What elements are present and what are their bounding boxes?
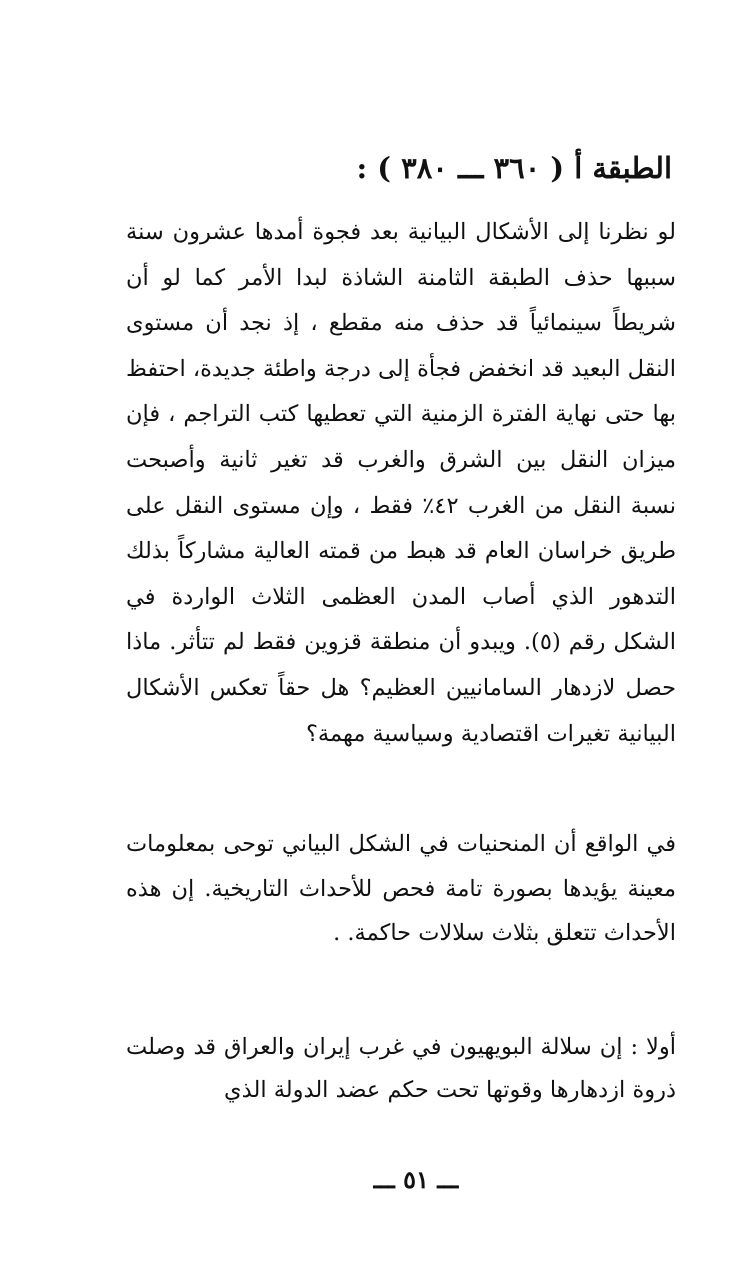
paragraph-3: أولا : إن سلالة البويهيون في غرب إيران والعراق قد وصلت ذروة ازدهارها وقوتها تحت حكم عضد الدولة الذي	[126, 1034, 676, 1103]
page-number: ـــ ٥١ ـــ	[373, 1165, 459, 1194]
paragraph-1: لو نظرنا إلى الأشكال البيانية بعد فجوة أمدها عشرون سنة سببها حذف الطبقة الثامنة الشاذة لبدا الأمر كما لو أن شريطاً سينمائياً قد حذف منه مقطع ، إذ نجد أن مستوى النقل البعيد قد انخفض فجأة إلى درجة واطئة جديدة، احتفظ بها حتى نهاية الفترة الزمنية التي تعطيها كتب التراجم ، فإن ميزان النقل بين الشرق والغرب قد تغير ثانية وأصبحت نسبة النقل من الغرب ٤٢٪ فقط ، وإن مستوى النقل على طريق خراسان العام قد هبط من قمته العالية مشاركاً بذلك التدهور الذي أصاب المدن العظمى الثلاث الواردة في الشكل رقم (٥). ويبدو أن منطقة قزوين فقط لم تتأثر. ماذا حصل لازدهار السامانيين العظيم؟ هل حقاً تعكس الأشكال البيانية تغيرات اقتصادية وسياسية مهمة؟	[126, 219, 676, 747]
paragraph-2: في الواقع أن المنحنيات في الشكل البياني توحى بمعلومات معينة يؤيدها بصورة تامة فحص للأحداث التاريخية. إن هذه الأحداث تتعلق بثلاث سلالات حاكمة. .	[126, 831, 676, 946]
section-heading: الطبقة أ ( ٣٦٠ ـــ ٣٨٠ ) :	[356, 151, 672, 185]
